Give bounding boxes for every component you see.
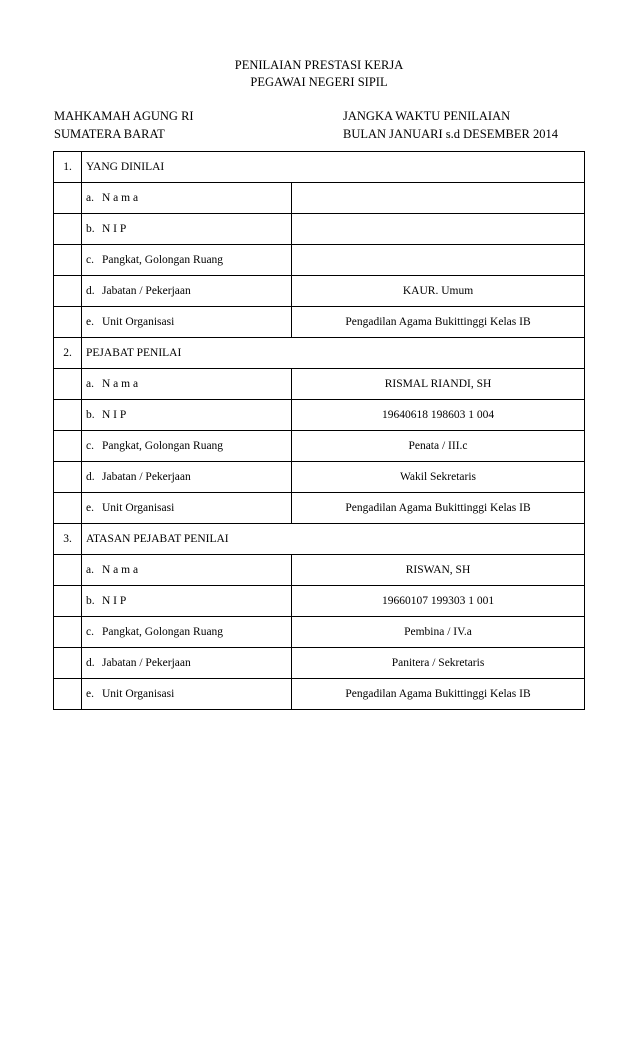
field-label-cell [82,369,292,400]
table-row [54,493,585,524]
section-number: 1. [54,152,82,183]
field-letter: c. [86,254,94,266]
field-value [292,183,585,214]
field-letter: d. [86,657,95,669]
field-label: N I P [102,409,127,421]
section-header-row [54,524,585,555]
institution-block [54,107,194,143]
field-value [292,214,585,245]
field-value: KAUR. Umum [292,276,585,307]
institution-region: SUMATERA BARAT [54,127,165,141]
table-row [54,400,585,431]
field-letter: d. [86,285,95,297]
field-value [292,245,585,276]
table-row [54,648,585,679]
section-heading: PEJABAT PENILAI [82,338,585,369]
section-heading: YANG DINILAI [82,152,585,183]
empty-cell [54,307,82,338]
field-value: RISWAN, SH [292,555,585,586]
field-label: Jabatan / Pekerjaan [102,285,191,297]
empty-cell [54,400,82,431]
field-value: Wakil Sekretaris [292,462,585,493]
period-block [343,107,558,143]
field-label-cell [82,245,292,276]
table-row [54,369,585,400]
field-value: Panitera / Sekretaris [292,648,585,679]
field-letter: c. [86,626,94,638]
table-row [54,679,585,710]
empty-cell [54,276,82,307]
empty-cell [54,679,82,710]
field-label: Pangkat, Golongan Ruang [102,440,224,452]
field-label-cell [82,493,292,524]
field-label-cell [82,307,292,338]
field-label: N I P [102,595,127,607]
section-number: 2. [54,338,82,369]
field-label: Unit Organisasi [102,316,175,328]
field-value: Pengadilan Agama Bukittinggi Kelas IB [292,493,585,524]
field-label: Jabatan / Pekerjaan [102,657,191,669]
field-letter: a. [86,378,94,390]
table-row [54,431,585,462]
field-letter: e. [86,316,94,328]
field-label: N a m a [102,564,139,576]
empty-cell [54,586,82,617]
field-value: Pengadilan Agama Bukittinggi Kelas IB [292,679,585,710]
field-letter: b. [86,409,95,421]
field-value: RISMAL RIANDI, SH [292,369,585,400]
field-label: N I P [102,223,127,235]
empty-cell [54,245,82,276]
table-row [54,555,585,586]
field-label-cell [82,214,292,245]
document-title: PENILAIAN PRESTASI KERJA [234,58,404,72]
field-letter: b. [86,595,95,607]
table-row [54,307,585,338]
field-letter: c. [86,440,94,452]
field-label: Unit Organisasi [102,502,175,514]
field-label: N a m a [102,192,139,204]
institution-name: MAHKAMAH AGUNG RI [54,109,194,123]
period-value: BULAN JANUARI s.d DESEMBER 2014 [343,127,558,141]
field-label-cell [82,555,292,586]
table-row [54,617,585,648]
field-label-cell [82,679,292,710]
field-value: Pembina / IV.a [292,617,585,648]
field-value: 19660107 199303 1 001 [292,586,585,617]
table-row [54,586,585,617]
table-row [54,183,585,214]
field-label-cell [82,462,292,493]
table-row [54,214,585,245]
field-label-cell [82,431,292,462]
empty-cell [54,493,82,524]
field-value: 19640618 198603 1 004 [292,400,585,431]
empty-cell [54,369,82,400]
field-label: Pangkat, Golongan Ruang [102,254,224,266]
table-row [54,462,585,493]
field-letter: b. [86,223,95,235]
document-subtitle: PEGAWAI NEGERI SIPIL [250,75,388,89]
empty-cell [54,214,82,245]
field-label-cell [82,648,292,679]
section-header-row [54,338,585,369]
empty-cell [54,555,82,586]
field-letter: e. [86,688,94,700]
field-label-cell [82,400,292,431]
field-value: Pengadilan Agama Bukittinggi Kelas IB [292,307,585,338]
field-letter: a. [86,564,94,576]
field-label: Unit Organisasi [102,688,175,700]
field-value: Penata / III.c [292,431,585,462]
empty-cell [54,431,82,462]
empty-cell [54,617,82,648]
field-label-cell [82,183,292,214]
section-number: 3. [54,524,82,555]
field-label: Pangkat, Golongan Ruang [102,626,224,638]
field-label-cell [82,617,292,648]
section-heading: ATASAN PEJABAT PENILAI [82,524,585,555]
field-label-cell [82,586,292,617]
table-row [54,276,585,307]
field-letter: d. [86,471,95,483]
field-letter: a. [86,192,94,204]
empty-cell [54,648,82,679]
period-label: JANGKA WAKTU PENILAIAN [343,109,511,123]
empty-cell [54,183,82,214]
empty-cell [54,462,82,493]
field-label: Jabatan / Pekerjaan [102,471,191,483]
field-label-cell [82,276,292,307]
appraisal-table [53,151,585,710]
field-letter: e. [86,502,94,514]
section-header-row [54,152,585,183]
field-label: N a m a [102,378,139,390]
table-row [54,245,585,276]
